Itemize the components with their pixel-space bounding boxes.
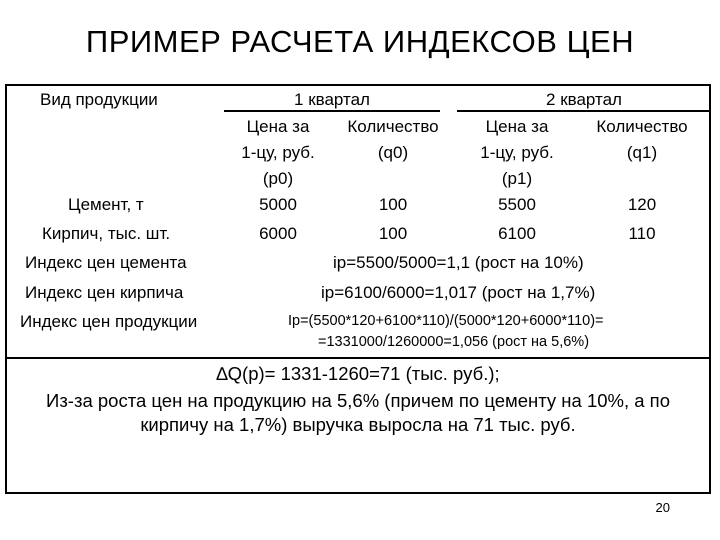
row-brick-q1: 110 — [628, 224, 656, 243]
row-cement-p0: 5000 — [259, 195, 297, 214]
row-brick-p0: 6000 — [259, 224, 297, 243]
page-number: 20 — [655, 500, 670, 515]
quarter1-header: 1 квартал — [294, 90, 370, 109]
price-p1-header: Цена за 1-цу, руб. (р1) — [480, 117, 554, 188]
quarter2-header-rule — [457, 110, 711, 112]
conclusion-text-line2: кирпичу на 1,7%) выручка выросла на 71 тыс. руб. — [140, 414, 576, 435]
quantity-q0-header: Количество (q0) — [347, 117, 439, 162]
cement-index-formula: ip=5500/5000=1,1 (рост на 10%) — [333, 253, 584, 272]
cement-index-label: Индекс цен цемента — [25, 253, 187, 272]
row-cement-q0: 100 — [378, 195, 408, 214]
row-brick-name: Кирпич, тыс. шт. — [42, 224, 171, 243]
conclusion-delta: ∆Q(p)= 1331-1260=71 (тыс. руб.); — [216, 363, 500, 384]
row-cement-name: Цемент, т — [68, 195, 144, 214]
conclusion-rule — [5, 357, 711, 359]
brick-index-label: Индекс цен кирпича — [25, 283, 184, 302]
row-brick-p1: 6100 — [498, 224, 536, 243]
row-cement-p1: 5500 — [498, 195, 536, 214]
product-column-header: Вид продукции — [40, 90, 158, 109]
product-index-formula-line2: =1331000/1260000=1,056 (рост на 5,6%) — [318, 334, 590, 350]
quarter1-header-rule — [224, 110, 440, 112]
row-brick-q0: 100 — [378, 224, 408, 243]
quantity-q1-header: Количество (q1) — [596, 117, 688, 162]
price-p0-header: Цена за 1-цу, руб. (р0) — [241, 117, 315, 188]
product-index-formula-line1: Ip=(5500*120+6100*110)/(5000*120+6000*110)= — [288, 313, 604, 329]
quarter2-header: 2 квартал — [546, 90, 622, 109]
page-title: ПРИМЕР РАСЧЕТА ИНДЕКСОВ ЦЕН — [85, 24, 635, 59]
row-cement-q1: 120 — [627, 195, 657, 214]
conclusion-text-line1: Из-за роста цен на продукцию на 5,6% (причем по цементу на 10%, а по — [46, 390, 670, 411]
product-index-label: Индекс цен продукции — [20, 312, 198, 331]
brick-index-formula: ip=6100/6000=1,017 (рост на 1,7%) — [321, 283, 596, 302]
